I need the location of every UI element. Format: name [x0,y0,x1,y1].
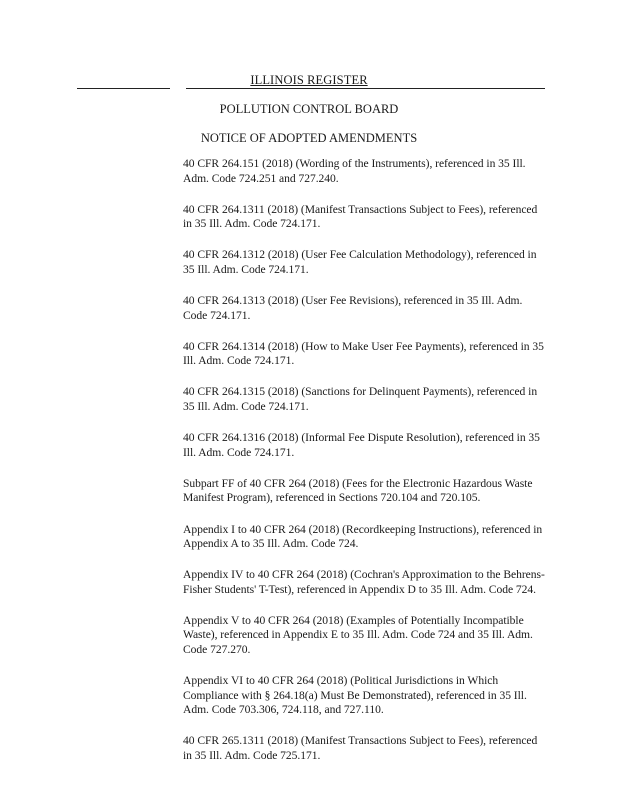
board-title: POLLUTION CONTROL BOARD [219,102,399,116]
register-header [0,73,618,88]
reference-list [183,157,548,780]
reference-entry: 40 CFR 264.1314 (2018) (How to Make User Fee Payments), referenced in 35 Ill. Adm. Code 724.171. [183,339,544,368]
reference-entry: 40 CFR 265.1311 (2018) (Manifest Transactions Subject to Fees), referenced in 35 Ill. Adm. Code 725.171. [183,734,538,763]
reference-entry: Appendix VI to 40 CFR 264 (2018) (Political Jurisdictions in Which Compliance with § 264.18(a) Must Be Demonstrated), referenced in 35 Ill. Adm. Code 703.306, 724.118, and 727.110. [183,674,527,717]
reference-entry: Appendix IV to 40 CFR 264 (2018) (Cochran's Approximation to the Behrens-Fisher Students' T-Test), referenced in Appendix D to 35 Ill. Adm. Code 724. [183,568,545,596]
reference-entry: Appendix V to 40 CFR 264 (2018) (Examples of Potentially Incompatible Waste), referenced in Appendix E to 35 Ill. Adm. Code 724 and 35 Ill. Adm. Code 727.270. [183,613,533,657]
reference-entry: 40 CFR 264.151 (2018) (Wording of the Instruments), referenced in 35 Ill. Adm. Code 724.251 and 727.240. [183,157,526,185]
register-title: ILLINOIS REGISTER [250,73,368,87]
reference-entry: Appendix I to 40 CFR 264 (2018) (Recordkeeping Instructions), referenced in Appendix A to 35 Ill. Adm. Code 724. [183,522,543,551]
reference-entry: 40 CFR 264.1316 (2018) (Informal Fee Dispute Resolution), referenced in 35 Ill. Adm. Code 724.171. [183,431,540,459]
header-rule [77,88,545,89]
reference-entry: 40 CFR 264.1312 (2018) (User Fee Calculation Methodology), referenced in 35 Ill. Adm. Code 724.171. [183,248,537,276]
header-rule-gap [170,87,186,90]
reference-entry: 40 CFR 264.1311 (2018) (Manifest Transactions Subject to Fees), referenced in 35 Ill. Adm. Code 724.171. [183,202,538,231]
reference-entry: 40 CFR 264.1315 (2018) (Sanctions for Delinquent Payments), referenced in 35 Ill. Adm. Code 724.171. [183,385,538,414]
reference-entry: 40 CFR 264.1313 (2018) (User Fee Revisions), referenced in 35 Ill. Adm. Code 724.171. [183,294,523,322]
reference-entry: Subpart FF of 40 CFR 264 (2018) (Fees for the Electronic Hazardous Waste Manifest Program), referenced in Sections 720.104 and 720.105. [183,476,533,505]
notice-title: NOTICE OF ADOPTED AMENDMENTS [200,131,418,145]
